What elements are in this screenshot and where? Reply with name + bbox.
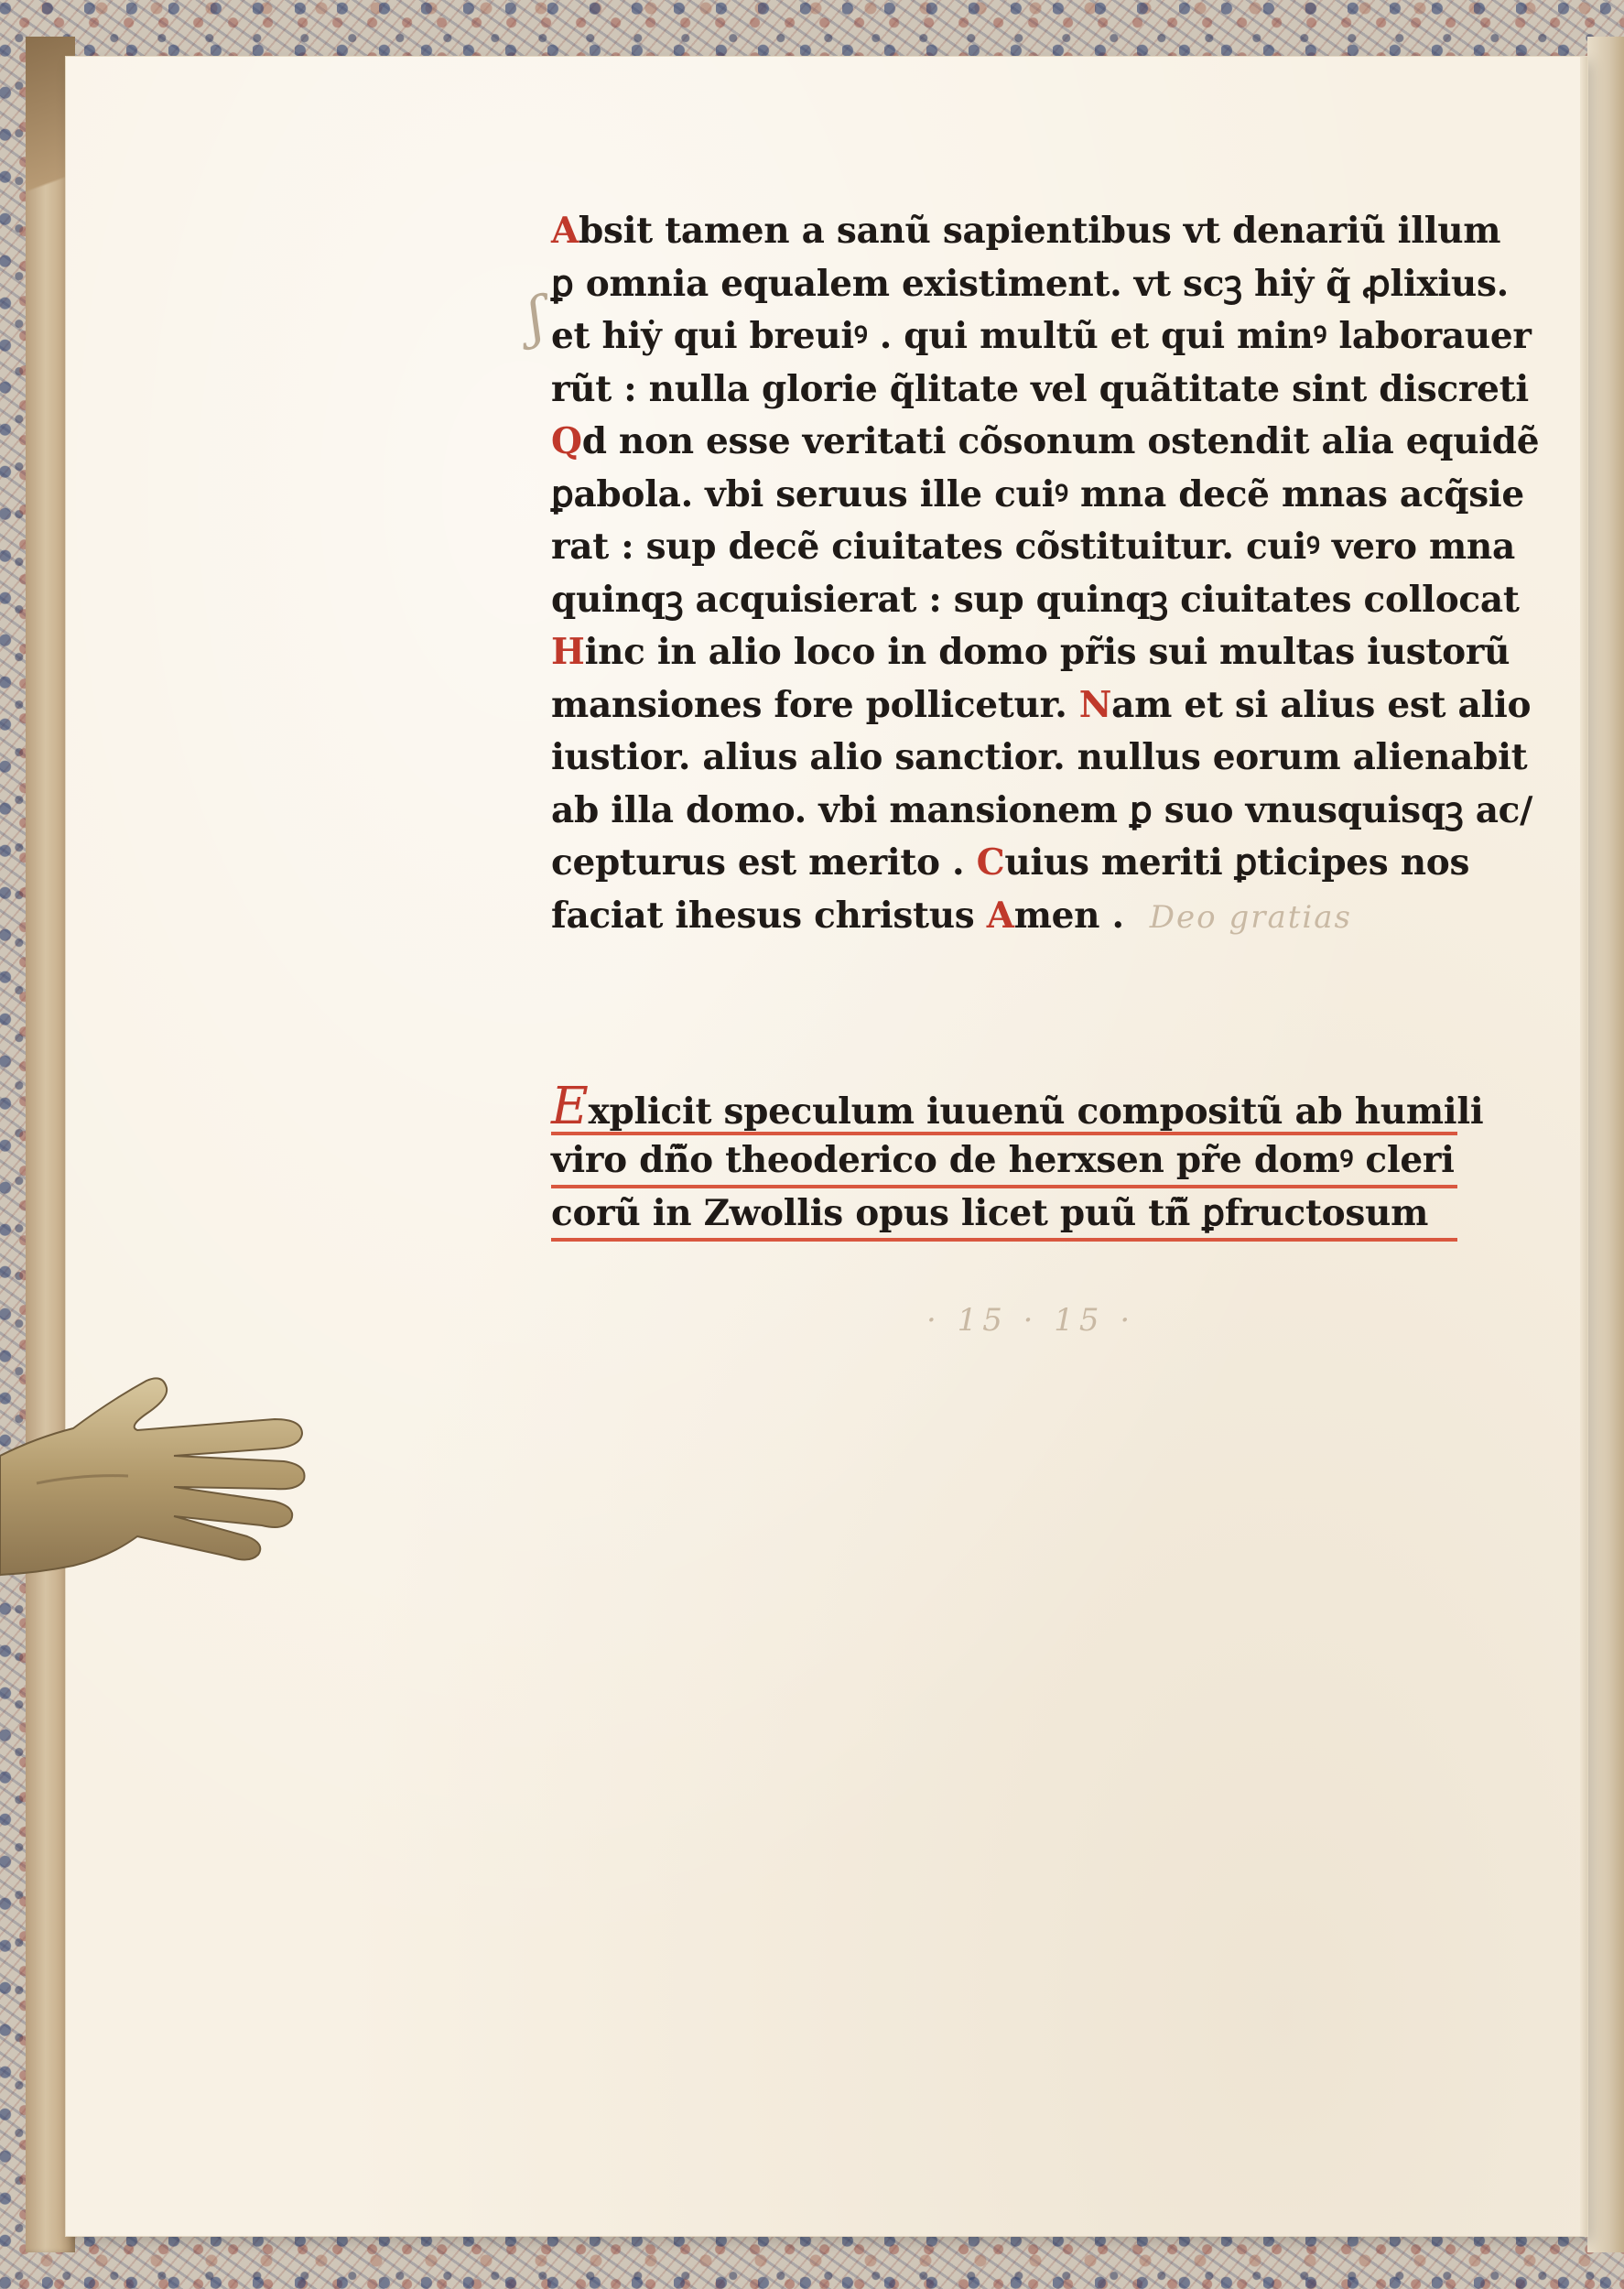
text-line-segment: iustior. alius alio sanctior. nullus eorum alienabit bbox=[551, 736, 1528, 778]
text-line bbox=[551, 363, 1529, 417]
text-line-segment: quinqꝫ acquisierat : sup quinqꝫ ciuitates collocat bbox=[551, 578, 1520, 621]
text-line-segment: cepturus est merito . bbox=[551, 841, 977, 884]
text-line-segment: rat : sup decẽ ciuitates cõstituitur. cuiꝰ vero mna bbox=[551, 526, 1515, 568]
colophon-line-2: viro dñ̃o theoderico de herxsen pr̃e domꝰ cleri bbox=[551, 1135, 1457, 1188]
rubricated-initial: Q bbox=[551, 420, 582, 462]
text-line bbox=[551, 521, 1515, 574]
pencil-folio-note: · 15 · 15 · bbox=[926, 1302, 1136, 1339]
text-line-segment: uius meriti ꝑticipes nos bbox=[1004, 841, 1470, 884]
text-line-segment: ꝑ omnia equalem existiment. vt scꝫ hiẏ q̃ ꝓlixius. bbox=[551, 262, 1509, 305]
text-line bbox=[551, 626, 1510, 679]
text-line-segment: am et si alius est alio bbox=[1111, 683, 1532, 726]
text-line bbox=[551, 469, 1524, 522]
text-line bbox=[551, 785, 1533, 838]
text-line-segment: d non esse veritati cõsonum ostendit alia equidẽ bbox=[581, 420, 1540, 462]
text-line bbox=[551, 732, 1528, 785]
rubricated-initial: C bbox=[976, 841, 1005, 884]
text-line-segment: bsit tamen a sanũ sapientibus vt denariũ illum bbox=[578, 210, 1501, 252]
text-line-segment: et hiẏ qui breuiꝰ . qui multũ et qui minꝰ laborauer bbox=[551, 315, 1532, 357]
colophon bbox=[551, 1077, 1484, 1242]
manuscript-end-note: Deo gratias bbox=[1149, 898, 1352, 936]
text-line bbox=[551, 837, 1470, 890]
text-line bbox=[551, 890, 1457, 943]
rubricated-initial: A bbox=[551, 210, 579, 252]
colophon-line-3: corũ in Zwollis opus licet puũ tñ̃ ꝑfructosum bbox=[551, 1188, 1457, 1242]
text-line bbox=[551, 416, 1540, 469]
colophon-initial: E bbox=[551, 1077, 589, 1136]
book-leaf bbox=[66, 57, 1587, 2236]
margin-pen-mark: ʃ bbox=[523, 285, 549, 351]
rubricated-initial: H bbox=[551, 631, 585, 673]
colophon-text-1: xplicit speculum iuuenũ compositũ ab humili bbox=[588, 1090, 1484, 1133]
text-line-segment: inc in alio loco in domo pr̃is sui multas iustorũ bbox=[584, 631, 1510, 673]
text-line-segment: rũt : nulla glorie q̃litate vel quãtitate sint discreti bbox=[551, 367, 1529, 410]
board-right-edge bbox=[1587, 37, 1624, 2252]
text-line bbox=[551, 574, 1520, 627]
text-line bbox=[551, 205, 1501, 258]
text-line-segment: men . bbox=[1013, 894, 1124, 937]
text-line-segment: ab illa domo. vbi mansionem ꝑ suo vnusquisqꝫ ac/ bbox=[551, 788, 1533, 831]
text-line bbox=[551, 679, 1532, 732]
rubricated-initial: N bbox=[1078, 683, 1112, 726]
text-line bbox=[551, 258, 1509, 311]
text-line bbox=[551, 310, 1532, 363]
text-line-segment: mansiones fore pollicetur. bbox=[551, 683, 1079, 726]
text-line-segment: faciat ihesus christus bbox=[551, 894, 987, 937]
brass-hand-bookmark-icon bbox=[0, 1373, 311, 1602]
colophon-line-1 bbox=[551, 1077, 1484, 1136]
rubricated-initial: A bbox=[986, 894, 1014, 937]
text-line-segment: ꝑabola. vbi seruus ille cuiꝰ mna decẽ mnas acq̃sie bbox=[551, 472, 1524, 515]
text-block bbox=[551, 205, 1540, 942]
